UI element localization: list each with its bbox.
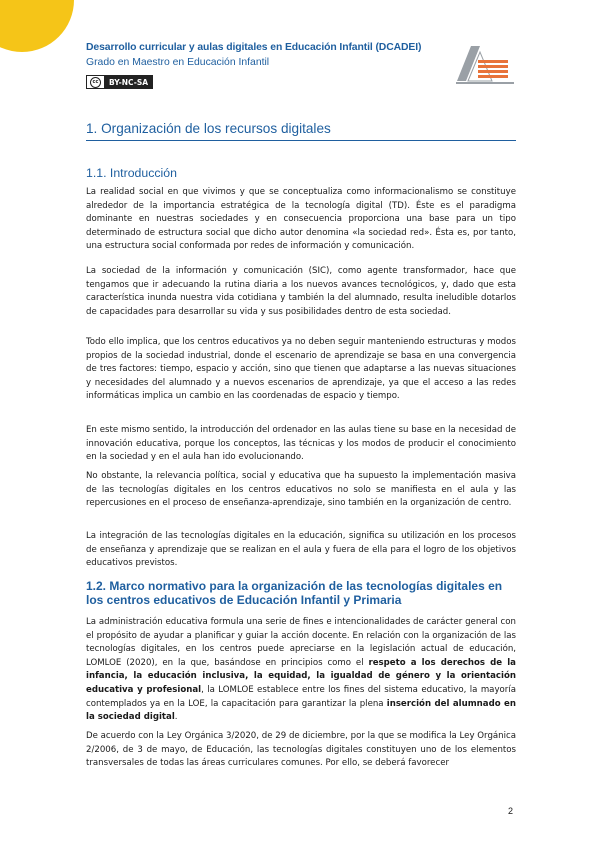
bold-text-run: respeto a los derechos de la infancia, la educación inclusiva, la equidad, la igualdad de género y la orientación educativa y profesional bbox=[86, 657, 516, 695]
license-terms: BY-NC-SA bbox=[109, 77, 149, 87]
text-run: La administración educativa formula una serie de fines e intencionalidades de carácter general con el propósito de ayudar a planificar y guiar la acción docente. En relación con la organización de las tecnologías digitales, en los centros puede apreciarse en la legislación actual de educación, LOMLOE (2020), en la que, basándose en principios como el bbox=[86, 617, 516, 668]
cc-license-badge bbox=[86, 75, 153, 89]
text-run: . bbox=[174, 712, 178, 723]
text-run: , la LOMLOE establece entre los fines del sistema educativo, la mayoría contemplados ya en la LOE, la capacitación para garantizar la plena bbox=[86, 684, 516, 709]
paragraph: En este mismo sentido, la introducción del ordenador en las aulas tiene su base en la necesidad de innovación educativa, porque los conceptos, las técnicas y los modos de producir el conocimiento en la sociedad y en el aula han ido evolucionando. bbox=[86, 425, 516, 463]
subsection-heading-marco-normativo: 1.2. Marco normativo para la organización de las tecnologías digitales en los centros educativos de Educación Infantil y Primaria bbox=[86, 579, 503, 607]
paragraph bbox=[86, 616, 516, 725]
section-heading-1: 1. Organización de los recursos digitales bbox=[86, 121, 331, 136]
paragraph: La realidad social en que vivimos y que se conceptualiza como informacionalismo se constituye alrededor de la importancia estratégica de la tecnología digital (TD). Éste es el paradigma dominante en nuestras sociedades y en consecuencia proporciona una base para un tipo determinado de estructura social que dicho autor denomina «la sociedad red». Ésta es, por tanto, una estructura social conformada por redes de información y comunicación. bbox=[86, 187, 516, 252]
corner-decoration bbox=[0, 0, 74, 52]
paragraph: De acuerdo con la Ley Orgánica 3/2020, de 29 de diciembre, por la que se modifica la Ley Orgánica 2/2006, de 3 de mayo, de Educación, las tecnologías digitales constituyen uno de los elementos transversales de todas las áreas curriculares comunes. Por ello, se deberá favorecer bbox=[86, 731, 516, 769]
page-header bbox=[86, 42, 446, 89]
page-number: 2 bbox=[508, 806, 514, 816]
university-logo bbox=[454, 40, 516, 86]
paragraph: La sociedad de la información y comunicación (SIC), como agente transformador, hace que tengamos que ir adecuando la rutina diaria a los nuevos avances tecnológicos, y, dado que esta característica inunda nuestra vida cotidiana y también la del alumnado, resulta ineludible dotarlos de capacidades para desarrollar su vida y sus posibilidades dentro de esta sociedad. bbox=[86, 266, 516, 317]
paragraph: Todo ello implica, que los centros educativos ya no deben seguir manteniendo estructuras y modos propios de la sociedad industrial, donde el escenario de aprendizaje se basa en una convergencia de tres factores: tiempo, espacio y acción, sino que tienen que adaptarse a las nuevas situaciones y necesidades del alumnado y a nuevos escenarios de aprendizaje, ya que el acceso a las redes informáticas implica un cambio en las coordenadas de espacio y tiempo. bbox=[86, 337, 516, 402]
paragraph: No obstante, la relevancia política, social y educativa que ha supuesto la implementación masiva de las tecnologías digitales en los centros educativos no solo se manifiesta en el aula y las repercusiones en el proceso de enseñanza-aprendizaje, sino también en la organización de centro. bbox=[86, 471, 516, 509]
paragraph: La integración de las tecnologías digitales en la educación, significa su utilización en los procesos de enseñanza y aprendizaje que se realizan en el aula y fuera de ella para el logro de los objetivos educativos previstos. bbox=[86, 531, 516, 569]
cc-icon: cc bbox=[87, 76, 105, 88]
degree-name: Grado en Maestro en Educación Infantil bbox=[86, 57, 270, 68]
bold-text-run: inserción del alumnado en la sociedad digital bbox=[86, 698, 517, 723]
subsection-heading-introduccion: 1.1. Introducción bbox=[86, 166, 177, 180]
heading-rule bbox=[86, 140, 516, 141]
course-title: Desarrollo curricular y aulas digitales en Educación Infantil (DCADEI) bbox=[86, 42, 422, 53]
